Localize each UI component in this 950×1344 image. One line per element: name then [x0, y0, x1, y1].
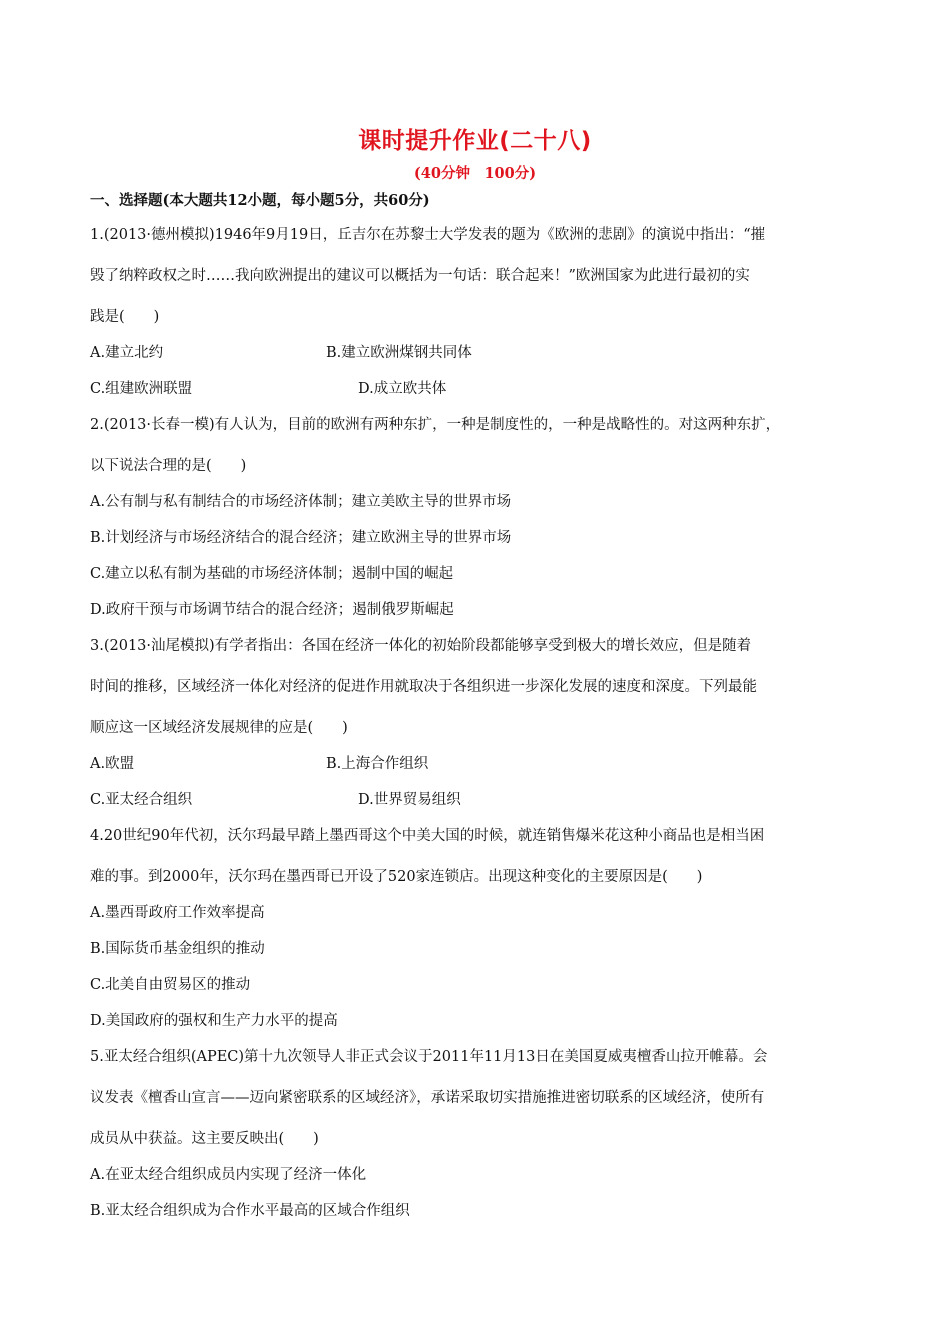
q3-line-2: 时间的推移，区域经济一体化对经济的促进作用就取决于各组织进一步深化发展的速度和深度。下列最能: [90, 679, 757, 695]
q3-option-d: D.世界贸易组织: [358, 792, 461, 808]
q2-line-1: 2.(2013·长春一模)有人认为，目前的欧洲有两种东扩，一种是制度性的，一种是战略性的。对这两种东扩，: [90, 417, 781, 433]
q5-option-b: B.亚太经合组织成为合作水平最高的区域合作组织: [90, 1203, 410, 1219]
q4-option-a: A.墨西哥政府工作效率提高: [90, 905, 265, 921]
page-subtitle: (40分钟 100分): [413, 165, 537, 182]
q2-option-b: B.计划经济与市场经济结合的混合经济；建立欧洲主导的世界市场: [90, 530, 512, 546]
q1-option-a: A.建立北约: [90, 345, 164, 361]
section-heading: 一、选择题(本大题共12小题，每小题5分，共60分): [90, 192, 430, 209]
q1-option-b: B.建立欧洲煤钢共同体: [326, 345, 472, 361]
q3-option-a: A.欧盟: [90, 756, 135, 772]
q4-option-b: B.国际货币基金组织的推动: [90, 941, 265, 957]
q1-line-2: 毁了纳粹政权之时……我向欧洲提出的建议可以概括为一句话：联合起来！”欧洲国家为此进行最初的实: [90, 268, 750, 284]
q3-line-3: 顺应这一区域经济发展规律的应是( ): [90, 720, 348, 736]
q3-option-c: C.亚太经合组织: [90, 792, 193, 808]
q4-option-c: C.北美自由贸易区的推动: [90, 977, 251, 993]
page-title: 课时提升作业(二十八): [358, 128, 592, 154]
q1-line-3: 践是( ): [90, 309, 160, 325]
q1-line-1: 1.(2013·德州模拟)1946年9月19日，丘吉尔在苏黎士大学发表的题为《欧洲的悲剧》的演说中指出：“摧: [90, 227, 766, 243]
q4-line-1: 4.20世纪90年代初，沃尔玛最早踏上墨西哥这个中美大国的时候，就连销售爆米花这种小商品也是相当困: [90, 828, 765, 844]
q1-option-d: D.成立欧共体: [358, 381, 447, 397]
q5-line-2: 议发表《檀香山宣言——迈向紧密联系的区域经济》，承诺采取切实措施推进密切联系的区域经济，使所有: [90, 1090, 765, 1106]
q4-option-d: D.美国政府的强权和生产力水平的提高: [90, 1013, 338, 1029]
q4-line-2: 难的事。到2000年，沃尔玛在墨西哥已开设了520家连锁店。出现这种变化的主要原因是( ): [90, 869, 703, 885]
q5-line-3: 成员从中获益。这主要反映出( ): [90, 1131, 319, 1147]
q3-line-1: 3.(2013·汕尾模拟)有学者指出：各国在经济一体化的初始阶段都能够享受到极大的增长效应，但是随着: [90, 638, 752, 654]
q2-option-a: A.公有制与私有制结合的市场经济体制；建立美欧主导的世界市场: [90, 494, 512, 510]
q2-option-c: C.建立以私有制为基础的市场经济体制；遏制中国的崛起: [90, 566, 454, 582]
q2-option-d: D.政府干预与市场调节结合的混合经济；遏制俄罗斯崛起: [90, 602, 454, 618]
q1-option-c: C.组建欧洲联盟: [90, 381, 193, 397]
q2-line-2: 以下说法合理的是( ): [90, 458, 247, 474]
q5-line-1: 5.亚太经合组织(APEC)第十九次领导人非正式会议于2011年11月13日在美国夏威夷檀香山拉开帷幕。会: [90, 1049, 768, 1065]
q5-option-a: A.在亚太经合组织成员内实现了经济一体化: [90, 1167, 367, 1183]
q3-option-b: B.上海合作组织: [326, 756, 429, 772]
